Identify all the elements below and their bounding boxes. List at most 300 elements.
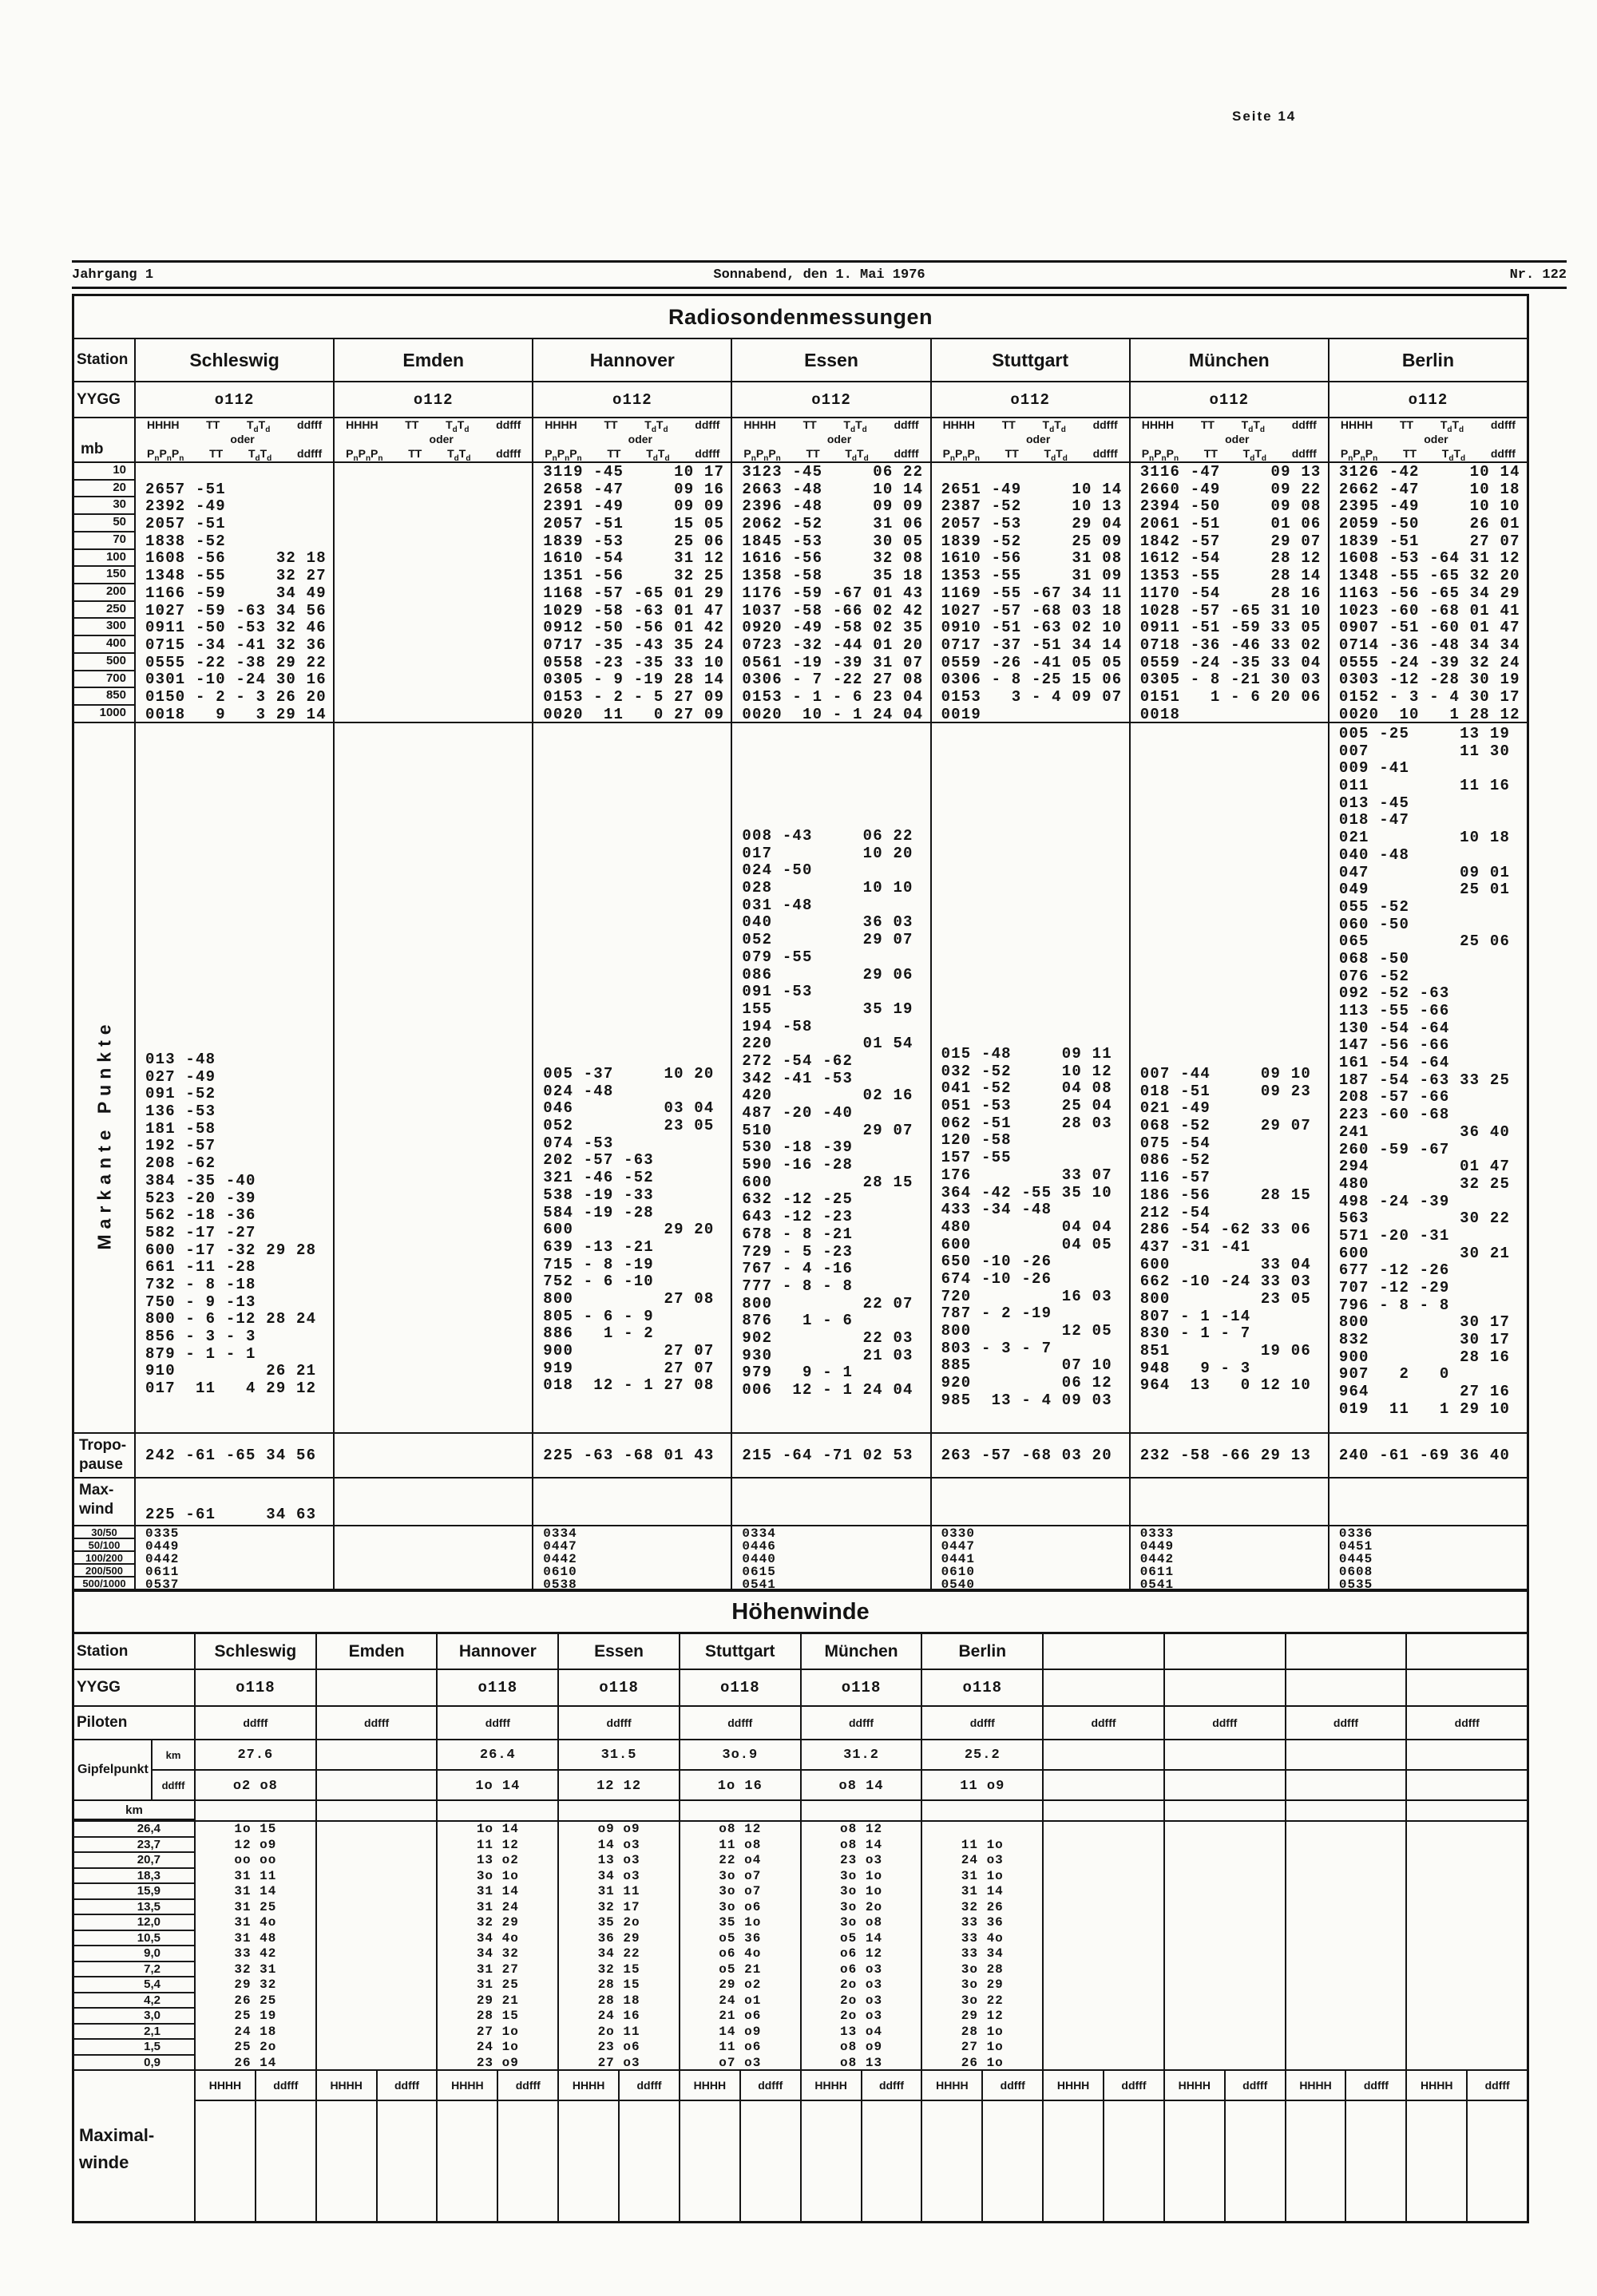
- maximalwinde-ddfff-label: ddfff: [618, 2071, 679, 2100]
- ratio-value: 0449: [1139, 1539, 1175, 1554]
- markante-line: 732 - 8 -18: [145, 1275, 256, 1293]
- hw-station-name: [1165, 1634, 1285, 1669]
- markante-line: 510 29 07: [742, 1121, 913, 1139]
- sounding-line: 1616 -56 32 08: [742, 549, 924, 568]
- hw-yygg-value: o118: [478, 1679, 518, 1696]
- maximalwinde-label: Maximal- winde: [79, 2125, 155, 2172]
- markante-line: 052 23 05: [543, 1117, 715, 1135]
- markante-line: 800 12 05: [941, 1322, 1112, 1340]
- markante-line: 639 -13 -21: [543, 1237, 654, 1256]
- hw-yygg-value: o118: [599, 1679, 639, 1696]
- maxwind-cell: [930, 1479, 1129, 1525]
- wind-value: 29 12: [961, 2009, 1004, 2023]
- pressure-label: 50: [74, 515, 134, 532]
- sounding-line: 1608 -56 32 18: [145, 549, 327, 568]
- hw-station-column: [1285, 1634, 1406, 1669]
- markante-line: 092 -52 -63: [1338, 984, 1450, 1003]
- colheader-oder: oder: [1025, 433, 1051, 445]
- wind-value: 27 o3: [597, 2055, 640, 2069]
- tropopause-label: Tropo- pause: [79, 1437, 127, 1473]
- piloten-ddfff-label: ddfff: [1454, 1716, 1480, 1729]
- wind-value: 3o 22: [961, 1993, 1004, 2008]
- maxwind-line-wrap: [533, 1479, 731, 1525]
- km-header-empty-cell: [800, 1801, 921, 1820]
- sounding-line: 0558 -23 -35 33 10: [543, 653, 725, 671]
- wind-value: 13 o2: [476, 1853, 519, 1867]
- wind-value: 1o 15: [234, 1822, 277, 1836]
- colheader-cell: [930, 418, 1129, 461]
- sounding-line: 0020 10 - 1 24 04: [742, 705, 924, 722]
- maximalwinde-header-cell: [315, 2071, 437, 2101]
- ratio-value: 0537: [145, 1578, 180, 1589]
- maximalwinde-header-cell: [800, 2071, 921, 2101]
- hw-station-column: [315, 1634, 437, 1669]
- sounding-line: 0151 1 - 6 20 06: [1139, 687, 1322, 706]
- markante-line: 876 1 - 6: [742, 1312, 854, 1330]
- maximalwinde-ddfff-empty: [255, 2101, 315, 2221]
- hw-station-column: [1163, 1634, 1285, 1669]
- station-name: Hannover: [589, 349, 675, 370]
- wind-value: 3o o7: [719, 1884, 762, 1898]
- wind-value: 29 32: [234, 1977, 277, 1992]
- markante-line: 019 11 1 29 10: [1338, 1399, 1511, 1418]
- markante-cell: [731, 723, 929, 1432]
- wind-value: 23 o6: [597, 2040, 640, 2054]
- station-column: [731, 339, 929, 381]
- ratio-cell: [930, 1526, 1129, 1589]
- sounding-line: 0153 3 - 4 09 07: [941, 687, 1123, 706]
- sounding-line: [335, 688, 532, 706]
- gipfel-ddfff-value: 1o 16: [717, 1778, 763, 1794]
- maximalwinde-body-cell: [1285, 2101, 1406, 2221]
- station-name: Stuttgart: [992, 349, 1069, 370]
- hoehenwinde-title: Höhenwinde: [731, 1598, 870, 1625]
- markante-line: 113 -55 -66: [1338, 1002, 1450, 1019]
- wind-value: [317, 1900, 437, 1916]
- yygg-cell: [532, 382, 731, 417]
- markante-punkte-label: Markante Punkte: [93, 1019, 114, 1250]
- ratio-value: 0334: [742, 1526, 776, 1541]
- wind-value: [1165, 1838, 1285, 1854]
- ratio-value: 0615: [742, 1565, 776, 1579]
- gipfel-ddfff-value: 1o 14: [475, 1778, 521, 1794]
- markante-line: 321 -46 -52: [543, 1169, 654, 1187]
- gipfel-ddfff-value: o8 14: [838, 1778, 884, 1794]
- maximalwinde-hhhh-label: HHHH: [1299, 2079, 1332, 2092]
- station-name: Essen: [804, 349, 858, 370]
- markante-line: 856 - 3 - 3: [145, 1328, 256, 1345]
- markante-line: 420 02 16: [742, 1087, 913, 1105]
- sounding-line: 0717 -37 -51 34 14: [941, 635, 1123, 654]
- maximalwinde-body-cell: [557, 2101, 679, 2221]
- wind-value: 29 o2: [719, 1977, 762, 1992]
- km-header-empty-cell: [557, 1801, 679, 1820]
- standard-levels-cell: [731, 463, 929, 722]
- markante-line: 900 28 16: [1338, 1348, 1511, 1366]
- colheader-line2: $P_nP_nP_n$ TT $T_dT_d$ ddfff: [942, 447, 1118, 461]
- markante-line: 538 -19 -33: [543, 1186, 654, 1204]
- colheader-cell: [333, 418, 532, 461]
- wind-value: 3o o6: [719, 1899, 762, 1914]
- yygg-value: o112: [612, 390, 652, 409]
- markante-line: 286 -54 -62 33 06: [1139, 1221, 1311, 1239]
- wind-value: 28 1o: [961, 2024, 1004, 2039]
- markante-line: 161 -54 -64: [1338, 1054, 1450, 1072]
- ratio-value: 0608: [1338, 1565, 1373, 1579]
- hw-station-name: Hannover: [458, 1641, 537, 1661]
- markante-line: 220 01 54: [742, 1035, 913, 1053]
- wind-value: [1044, 1915, 1163, 1931]
- radiosonde-colheader-row: [74, 417, 1527, 461]
- sounding-line: 0717 -35 -43 35 24: [543, 635, 725, 654]
- maximalwinde-ddfff-label: ddfff: [1103, 2071, 1163, 2100]
- ratio-value: 0330: [941, 1526, 975, 1541]
- markante-line: 031 -48: [742, 896, 813, 914]
- sounding-line: 0153 - 1 - 6 23 04: [742, 687, 924, 706]
- gipfel-ddfff-value: [1407, 1771, 1527, 1799]
- colheader-cell: [134, 418, 333, 461]
- ratio-value: 0541: [742, 1578, 776, 1589]
- markante-line: 192 -57: [145, 1137, 216, 1155]
- maximalwinde-header-row: [74, 2069, 1527, 2101]
- sounding-line: 2396 -48 09 09: [742, 497, 924, 516]
- sounding-line: 2663 -48 10 14: [742, 480, 924, 498]
- markante-line: 600 04 05: [941, 1235, 1112, 1253]
- sounding-line: 0301 -10 -24 30 16: [145, 671, 327, 689]
- markante-line: 018 -47: [1338, 811, 1410, 829]
- wind-value: [1407, 1993, 1527, 2009]
- sounding-line: 0019: [941, 705, 981, 722]
- wind-value: [1044, 1838, 1163, 1854]
- wind-value: 3o 28: [961, 1961, 1004, 1977]
- piloten-ddfff-label: ddfff: [606, 1716, 632, 1729]
- sounding-line: 2061 -51 01 06: [1139, 515, 1322, 533]
- yygg-value: o112: [1209, 390, 1250, 409]
- markante-line: 181 -58: [145, 1119, 216, 1138]
- sounding-line: 2662 -47 10 18: [1338, 480, 1520, 498]
- markante-line: 729 - 5 -23: [742, 1242, 854, 1261]
- wind-value: [1286, 1838, 1406, 1854]
- wind-column: [194, 1822, 315, 2069]
- wind-value: [1044, 1853, 1163, 1869]
- colheader-oder: oder: [628, 433, 653, 445]
- markante-line: 930 21 03: [742, 1346, 913, 1364]
- maximalwinde-ddfff-empty: [861, 2101, 921, 2221]
- wind-value: [317, 2040, 437, 2056]
- piloten-cell: [557, 1707, 679, 1739]
- pressure-label: 300: [74, 619, 134, 636]
- piloten-ddfff-label: ddfff: [364, 1716, 390, 1729]
- markante-line: 662 -10 -24 33 03: [1139, 1273, 1311, 1291]
- wind-value: [1044, 2040, 1163, 2056]
- maximalwinde-label-cell: [74, 2101, 194, 2221]
- hw-station-name: Stuttgart: [705, 1641, 775, 1661]
- maximalwinde-ddfff-empty: [1224, 2101, 1285, 2221]
- ratio-value: [335, 1565, 532, 1578]
- date-label: Sonnabend, den 1. Mai 1976: [713, 267, 925, 283]
- wind-value: [1165, 1869, 1285, 1885]
- wind-value: [317, 1838, 437, 1854]
- markante-line: 985 13 - 4 09 03: [941, 1391, 1112, 1409]
- wind-value: o5 21: [719, 1961, 762, 1977]
- sounding-line: 2658 -47 09 16: [543, 480, 725, 498]
- wind-value: 24 o3: [961, 1853, 1004, 1867]
- gipfel-ddfff-value: [317, 1771, 437, 1799]
- wind-value: [1286, 1962, 1406, 1978]
- piloten-cell: [921, 1707, 1042, 1739]
- sounding-line: 1028 -57 -65 31 10: [1139, 601, 1322, 620]
- wind-value: [1044, 1993, 1163, 2009]
- markante-line: 800 22 07: [742, 1294, 913, 1312]
- wind-value: 11 12: [476, 1837, 519, 1852]
- wind-value: [1407, 1838, 1527, 1854]
- sounding-line: 1839 -52 25 09: [941, 532, 1123, 550]
- tropopause-cell: [731, 1434, 929, 1477]
- piloten-cell: [800, 1707, 921, 1739]
- sounding-line: 0303 -12 -28 30 19: [1338, 671, 1520, 689]
- sounding-line: 1610 -54 31 12: [543, 549, 725, 568]
- colheader-line2: $P_nP_nP_n$ TT $T_dT_d$ ddfff: [1340, 447, 1516, 461]
- markante-line: 021 -49: [1139, 1099, 1211, 1118]
- wind-value: 31 25: [476, 1977, 519, 1992]
- wind-column: [921, 1822, 1042, 2069]
- sounding-line: 0559 -26 -41 05 05: [941, 653, 1123, 671]
- maximalwinde-header-cell: [1285, 2071, 1406, 2101]
- station-column: [134, 339, 333, 381]
- maximalwinde-ddfff-empty: [618, 2101, 679, 2221]
- gipfelpunkt-cell: [1042, 1740, 1163, 1799]
- radiosonde-title: Radiosondenmessungen: [668, 304, 933, 329]
- piloten-ddfff-label: ddfff: [848, 1716, 874, 1729]
- maximalwinde-hhhh-empty: [1407, 2101, 1466, 2221]
- pressure-label: 150: [74, 567, 134, 584]
- markante-line: 272 -54 -62: [742, 1051, 854, 1070]
- gipfel-ddfff-value: 12 12: [596, 1778, 642, 1794]
- km-header-label: km: [74, 1801, 194, 1820]
- wind-value: 2o 11: [597, 2024, 640, 2039]
- maximalwinde-body-row: [74, 2101, 1527, 2221]
- sounding-line: [335, 463, 532, 481]
- markante-line: 294 01 47: [1338, 1158, 1511, 1176]
- maxwind-cell: [1129, 1479, 1328, 1525]
- km-label: 20,7: [74, 1853, 194, 1869]
- standard-levels-cell: [1129, 463, 1328, 722]
- yygg-value: o112: [1408, 390, 1448, 409]
- wind-value: [317, 1853, 437, 1869]
- markante-line: 600 28 15: [742, 1173, 913, 1191]
- ratio-value: 0447: [941, 1539, 975, 1554]
- wind-value: [1044, 1869, 1163, 1885]
- wind-value: 31 11: [597, 1884, 640, 1898]
- wind-value: o8 14: [840, 1837, 883, 1852]
- markante-line: 212 -54: [1139, 1203, 1211, 1221]
- maxwind-line-wrap: [1131, 1479, 1328, 1525]
- piloten-ddfff-label: ddfff: [1091, 1716, 1116, 1729]
- maximalwinde-ddfff-label: ddfff: [376, 2071, 437, 2100]
- hw-station-label-cell: [74, 1634, 194, 1669]
- maximalwinde-ddfff-empty: [739, 2101, 800, 2221]
- km-label: 10,5: [74, 1931, 194, 1947]
- maximalwinde-body-cell: [1042, 2101, 1163, 2221]
- wind-value: [1286, 2056, 1406, 2070]
- markante-line: 007 11 30: [1338, 742, 1511, 760]
- wind-value: [317, 1977, 437, 1993]
- km-label: 15,9: [74, 1884, 194, 1900]
- markante-line: 437 -31 -41: [1139, 1237, 1251, 1256]
- sounding-line: 0714 -36 -48 34 34: [1338, 635, 1520, 654]
- yygg-cell: [1129, 382, 1328, 417]
- tropopause-line: 242 -61 -65 34 56: [145, 1447, 317, 1465]
- sounding-line: 0150 - 2 - 3 26 20: [145, 687, 327, 706]
- markante-line: 049 25 01: [1338, 881, 1511, 899]
- radiosonde-station-row: [74, 338, 1527, 381]
- standard-levels-cell: [930, 463, 1129, 722]
- maxwind-line-wrap: [136, 1479, 333, 1525]
- ratio-value: 0538: [543, 1578, 577, 1589]
- tropopause-row: [74, 1432, 1527, 1477]
- hw-yygg-cell: [436, 1670, 557, 1705]
- markante-line: 194 -58: [742, 1017, 813, 1035]
- hoehenwinde-title-band: [74, 1589, 1527, 1632]
- km-label: 9,0: [74, 1946, 194, 1962]
- sounding-line: 0911 -51 -59 33 05: [1139, 619, 1322, 637]
- wind-value: o7 o3: [719, 2055, 762, 2069]
- wind-value: 26 25: [234, 1993, 277, 2008]
- sounding-line: 0723 -32 -44 01 20: [742, 635, 924, 654]
- wind-value: 33 42: [234, 1946, 277, 1961]
- markante-line: 364 -42 -55 35 10: [941, 1183, 1112, 1201]
- ratio-value: 0442: [1139, 1552, 1175, 1566]
- ratio-value: 0610: [941, 1565, 975, 1579]
- tropopause-line-wrap: [732, 1434, 929, 1477]
- wind-value: 21 o6: [719, 2009, 762, 2023]
- maximalwinde-hhhh-label: HHHH: [1178, 2079, 1211, 2092]
- standard-levels-cell: [1328, 463, 1527, 722]
- wind-value: [1165, 1900, 1285, 1916]
- gipfelpunkt-cell: [315, 1740, 437, 1799]
- gipfel-km-value: [1286, 1740, 1406, 1771]
- markante-line: 674 -10 -26: [941, 1269, 1052, 1288]
- markante-cell: [1129, 723, 1328, 1432]
- markante-line: 384 -35 -40: [145, 1171, 256, 1190]
- sounding-line: 3116 -47 09 13: [1139, 463, 1322, 481]
- sounding-line: 0153 - 2 - 5 27 09: [543, 687, 725, 706]
- ratio-cell: [134, 1526, 333, 1589]
- markante-line: 052 29 07: [742, 931, 913, 949]
- markante-line: 051 -53 25 04: [941, 1097, 1112, 1115]
- gipfelpunkt-label: Gipfelpunkt: [77, 1763, 149, 1776]
- hw-station-column: [436, 1634, 557, 1669]
- maximalwinde-hhhh-empty: [1044, 2101, 1103, 2221]
- markante-line: 584 -19 -28: [543, 1203, 654, 1221]
- wind-value: [1407, 1977, 1527, 1993]
- maximalwinde-header-cell: [1163, 2071, 1285, 2101]
- ratio-cell: [532, 1526, 731, 1589]
- wind-value: [1165, 1977, 1285, 1993]
- markante-line: 563 30 22: [1338, 1209, 1511, 1228]
- gipfel-km-sublabel: km: [153, 1740, 194, 1771]
- maxwind-cell: [333, 1479, 532, 1525]
- markante-label-wrap: [74, 723, 134, 1432]
- sounding-line: [335, 567, 532, 584]
- km-label: 4,2: [74, 1993, 194, 2009]
- hw-yygg-cell: [1405, 1670, 1527, 1705]
- wind-value: 3o o7: [719, 1868, 762, 1883]
- sounding-line: 0018: [1139, 705, 1181, 722]
- ratio-value: 0535: [1338, 1578, 1373, 1589]
- markante-label-cell: [74, 723, 134, 1432]
- markante-line: 910 26 21: [145, 1362, 317, 1380]
- ratio-value: 0440: [742, 1552, 776, 1566]
- maximalwinde-header-cell: [921, 2071, 1042, 2101]
- maximalwinde-body-cell: [921, 2101, 1042, 2221]
- markante-line: 015 -48 09 11: [941, 1045, 1112, 1063]
- hw-station-name: [1044, 1634, 1163, 1669]
- sounding-line: 2387 -52 10 13: [941, 497, 1123, 516]
- wind-column: [1042, 1822, 1163, 2069]
- hw-yygg-cell: [315, 1670, 437, 1705]
- wind-value: o6 o3: [840, 1961, 883, 1977]
- wind-value: 32 31: [234, 1961, 277, 1977]
- sounding-line: 1027 -59 -63 34 56: [145, 601, 327, 620]
- wind-value: 11 1o: [961, 1837, 1004, 1852]
- ratio-value: 0610: [543, 1565, 577, 1579]
- hw-yygg-cell: [194, 1670, 315, 1705]
- maximalwinde-hhhh-empty: [317, 2101, 376, 2221]
- markante-line: 086 -52: [1139, 1151, 1211, 1170]
- sounding-line: 1608 -53 -64 31 12: [1338, 549, 1520, 568]
- sounding-line: [136, 463, 333, 481]
- wind-value: [1407, 1931, 1527, 1947]
- ratio-cell: [1328, 1526, 1527, 1589]
- issue-number: Nr. 122: [1509, 267, 1567, 283]
- gipfel-km-value: 25.2: [922, 1740, 1042, 1771]
- station-name: Emden: [402, 349, 465, 370]
- wind-value: 31 1o: [961, 1868, 1004, 1883]
- ratio-value: 0442: [145, 1552, 180, 1566]
- wind-value: [1407, 1962, 1527, 1978]
- colheader-oder: oder: [1225, 433, 1250, 445]
- maximalwinde-ddfff-empty: [1103, 2101, 1163, 2221]
- wind-value: [1044, 1822, 1163, 1838]
- pressure-label: 700: [74, 671, 134, 689]
- ratio-cell: [1129, 1526, 1328, 1589]
- yygg-cell: [1328, 382, 1527, 417]
- maximalwinde-hhhh-empty: [196, 2101, 255, 2221]
- maximalwinde-header-label-cell: [74, 2071, 194, 2101]
- radiosonde-markante-punkte: [74, 722, 1527, 1432]
- piloten-cell: [1285, 1707, 1406, 1739]
- wind-value: [1044, 2009, 1163, 2025]
- markante-line: 018 -51 09 23: [1139, 1082, 1311, 1100]
- markante-line: 800 - 6 -12 28 24: [145, 1310, 317, 1328]
- wind-value: 3o 2o: [840, 1899, 883, 1914]
- maximalwinde-body-cell: [1163, 2101, 1285, 2221]
- markante-cell: [333, 723, 532, 1432]
- piloten-label: Piloten: [77, 1714, 128, 1731]
- tropopause-line-wrap: [136, 1434, 333, 1477]
- wind-value: [1044, 1962, 1163, 1978]
- wind-value: 34 4o: [476, 1930, 519, 1946]
- markante-line: 650 -10 -26: [941, 1253, 1052, 1271]
- wind-value: [1286, 1853, 1406, 1869]
- sounding-line: 1168 -57 -65 01 29: [543, 584, 725, 602]
- markante-line: 523 -20 -39: [145, 1189, 256, 1207]
- sounding-line: 1839 -53 25 06: [543, 532, 725, 550]
- wind-value: [1165, 1962, 1285, 1978]
- sounding-line: [335, 602, 532, 620]
- wind-value: 31 27: [476, 1961, 519, 1977]
